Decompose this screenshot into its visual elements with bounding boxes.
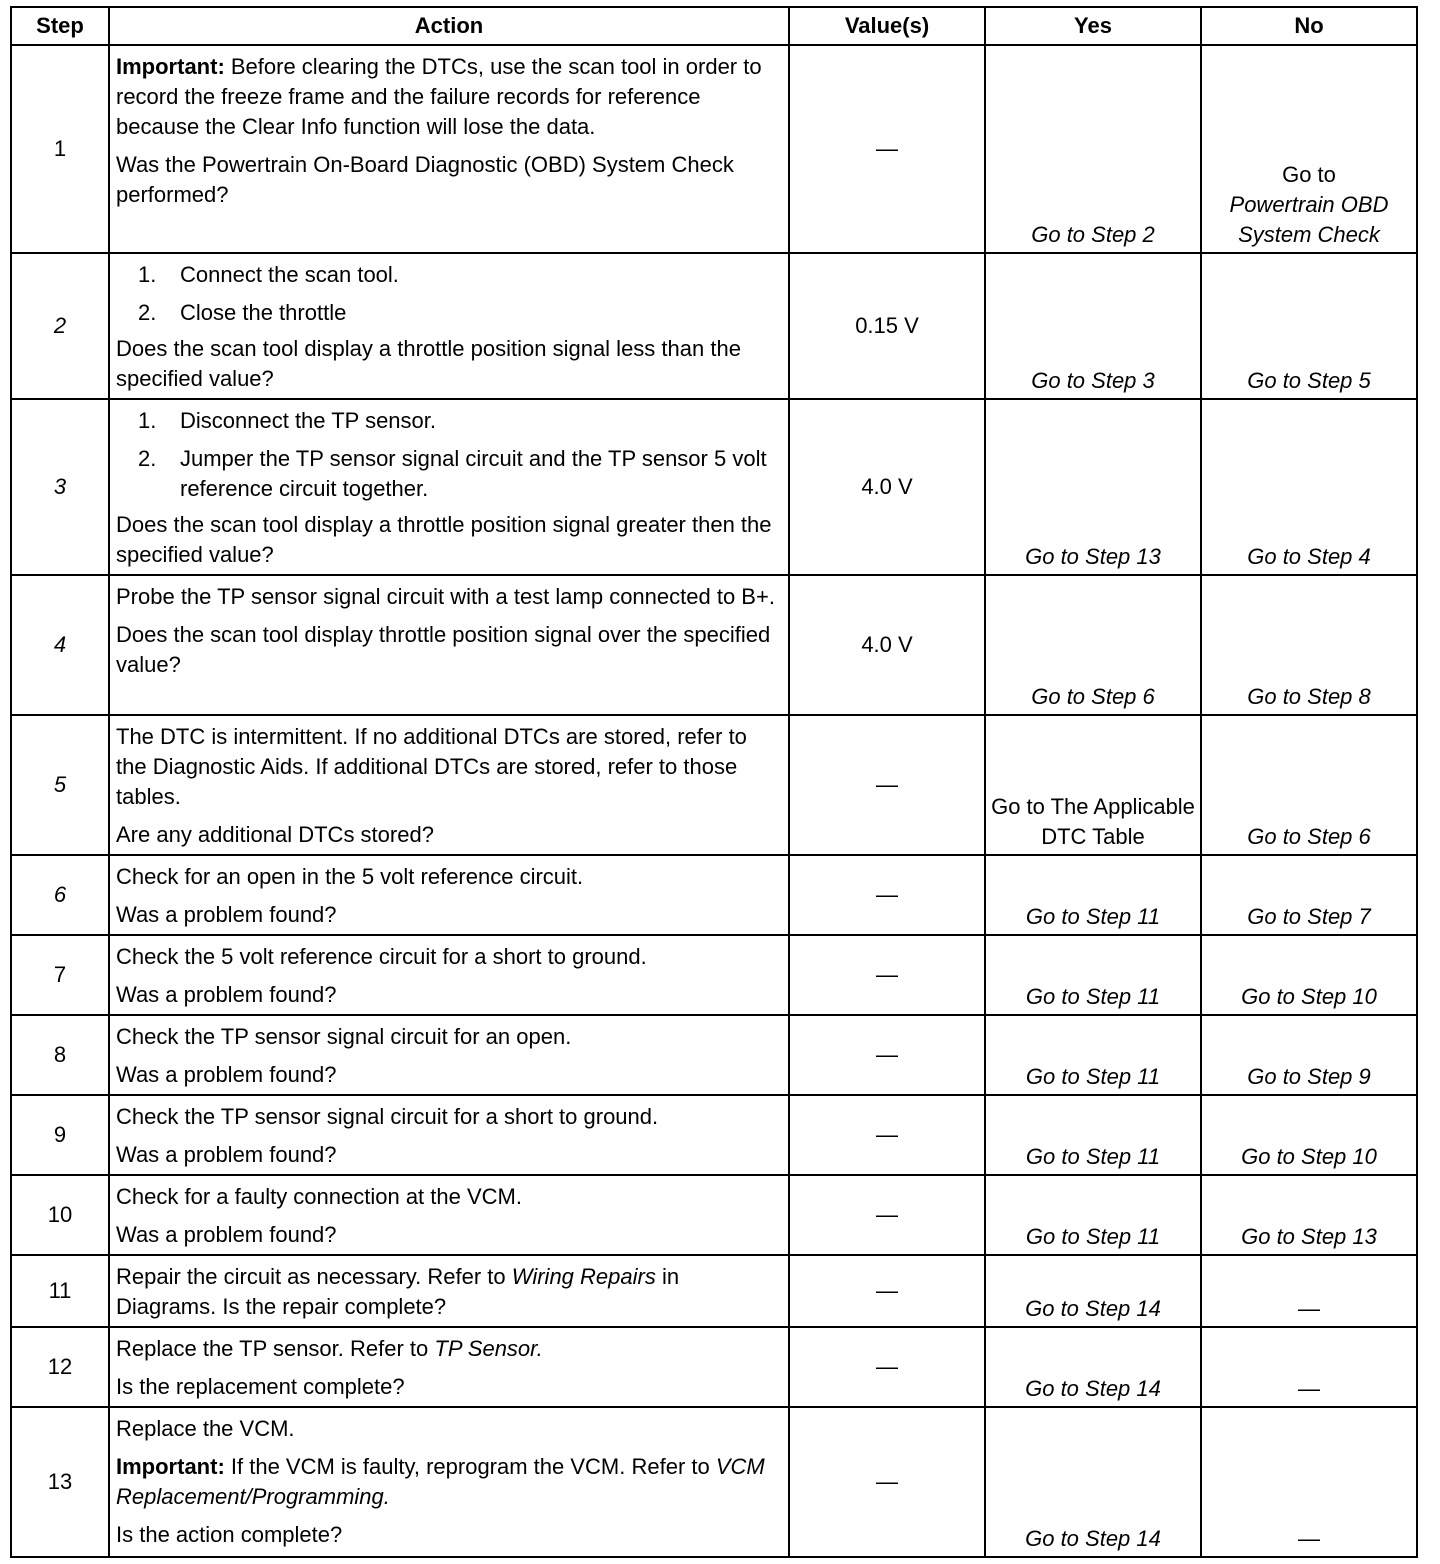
table-row xyxy=(11,399,1417,575)
step-number: 7 xyxy=(11,935,109,1015)
yes-cell: Go to Step 13 xyxy=(985,399,1201,575)
table-row xyxy=(11,575,1417,715)
header-action: Action xyxy=(109,7,789,45)
action-cell xyxy=(109,253,789,399)
important-label: Important: xyxy=(116,54,225,79)
action-question: Was the Powertrain On-Board Diagnostic (OBD) System Check performed? xyxy=(116,152,734,207)
action-text-body: Before clearing the DTCs, use the scan tool in order to record the freeze frame and the failure records for reference because the Clear Info function will lose the data. xyxy=(116,54,762,139)
yes-cell: Go to Step 14 xyxy=(985,1255,1201,1327)
action-text: Check the TP sensor signal circuit for an open. xyxy=(116,1024,572,1049)
table-row xyxy=(11,1015,1417,1095)
table-row xyxy=(11,1407,1417,1557)
no-cell: Go to Step 6 xyxy=(1201,715,1417,855)
no-cell xyxy=(1201,45,1417,253)
action-question: Does the scan tool display a throttle position signal less than the specified value? xyxy=(116,336,741,391)
no-cell: — xyxy=(1201,1407,1417,1557)
table-row xyxy=(11,1327,1417,1407)
action-cell xyxy=(109,575,789,715)
step-number: 4 xyxy=(11,575,109,715)
no-cell: Go to Step 5 xyxy=(1201,253,1417,399)
step-number: 12 xyxy=(11,1327,109,1407)
step-number: 1 xyxy=(11,45,109,253)
yes-cell: Go to Step 11 xyxy=(985,935,1201,1015)
action-question: Was a problem found? xyxy=(116,982,337,1007)
step-number: 11 xyxy=(11,1255,109,1327)
action-text: Probe the TP sensor signal circuit with a test lamp connected to B+. xyxy=(116,584,775,609)
action-question: Does the scan tool display throttle position signal over the specified value? xyxy=(116,622,771,677)
value-cell: — xyxy=(789,1327,985,1407)
action-question: Was a problem found? xyxy=(116,1222,337,1247)
table-row xyxy=(11,45,1417,253)
list-item-text: Disconnect the TP sensor. xyxy=(180,408,436,433)
yes-cell: Go to Step 6 xyxy=(985,575,1201,715)
important-label: Important: xyxy=(116,1454,225,1479)
no-cell: Go to Step 8 xyxy=(1201,575,1417,715)
action-question: Was a problem found? xyxy=(116,902,337,927)
no-cell: — xyxy=(1201,1327,1417,1407)
value-cell: — xyxy=(789,1407,985,1557)
action-text-part: in Diagrams. Is the repair complete? xyxy=(116,1264,680,1319)
header-no: No xyxy=(1201,7,1417,45)
list-item-text: Jumper the TP sensor signal circuit and the TP sensor 5 volt reference circuit together. xyxy=(180,446,767,501)
yes-cell: Go to Step 11 xyxy=(985,1015,1201,1095)
reference-link: TP Sensor. xyxy=(434,1336,543,1361)
yes-cell: Go to Step 3 xyxy=(985,253,1201,399)
action-cell xyxy=(109,45,789,253)
header-step: Step xyxy=(11,7,109,45)
action-text: Check for an open in the 5 volt reference circuit. xyxy=(116,864,584,889)
action-steps xyxy=(116,260,782,328)
table-row xyxy=(11,1255,1417,1327)
step-number: 8 xyxy=(11,1015,109,1095)
action-cell xyxy=(109,855,789,935)
action-cell xyxy=(109,935,789,1015)
step-number: 9 xyxy=(11,1095,109,1175)
table-row xyxy=(11,855,1417,935)
table-row xyxy=(11,253,1417,399)
diagnostic-table xyxy=(10,6,1418,1558)
action-text: Check the 5 volt reference circuit for a short to ground. xyxy=(116,944,647,969)
value-cell: 4.0 V xyxy=(789,575,985,715)
action-text xyxy=(116,1262,782,1322)
step-number: 5 xyxy=(11,715,109,855)
list-item-text: Close the throttle xyxy=(180,300,347,325)
action-cell xyxy=(109,1407,789,1557)
table-row xyxy=(11,1175,1417,1255)
step-number: 3 xyxy=(11,399,109,575)
table-row xyxy=(11,935,1417,1015)
no-cell: Go to Step 10 xyxy=(1201,935,1417,1015)
yes-cell: Go to Step 14 xyxy=(985,1327,1201,1407)
no-cell: Go to Step 7 xyxy=(1201,855,1417,935)
action-text: Replace the VCM. xyxy=(116,1416,295,1441)
yes-cell: Go to The Applicable DTC Table xyxy=(985,715,1201,855)
value-cell: — xyxy=(789,1095,985,1175)
yes-cell: Go to Step 11 xyxy=(985,1095,1201,1175)
header-row xyxy=(11,7,1417,45)
value-cell: — xyxy=(789,715,985,855)
action-question: Was a problem found? xyxy=(116,1142,337,1167)
action-question: Was a problem found? xyxy=(116,1062,337,1087)
no-cell: Go to Step 9 xyxy=(1201,1015,1417,1095)
action-cell xyxy=(109,1175,789,1255)
value-cell: — xyxy=(789,935,985,1015)
action-cell xyxy=(109,1095,789,1175)
list-item: 1. Disconnect the TP sensor. xyxy=(138,406,782,436)
header-value: Value(s) xyxy=(789,7,985,45)
action-text xyxy=(116,1334,782,1364)
list-item: 2. Close the throttle xyxy=(138,298,782,328)
value-cell: — xyxy=(789,1255,985,1327)
list-item: 2. Jumper the TP sensor signal circuit and the TP sensor 5 volt reference circuit together. xyxy=(138,444,782,504)
step-number: 2 xyxy=(11,253,109,399)
action-text-part: Replace the TP sensor. Refer to xyxy=(116,1336,435,1361)
action-cell xyxy=(109,1327,789,1407)
action-cell xyxy=(109,399,789,575)
no-cell: Go to Step 13 xyxy=(1201,1175,1417,1255)
action-steps xyxy=(116,406,782,504)
action-text: Check the TP sensor signal circuit for a short to ground. xyxy=(116,1104,659,1129)
action-note xyxy=(116,1452,782,1512)
action-question: Does the scan tool display a throttle position signal greater then the specified value? xyxy=(116,512,772,567)
yes-cell: Go to Step 14 xyxy=(985,1407,1201,1557)
value-cell: 4.0 V xyxy=(789,399,985,575)
action-question: Is the action complete? xyxy=(116,1522,343,1547)
action-text: Check for a faulty connection at the VCM. xyxy=(116,1184,522,1209)
action-question: Are any additional DTCs stored? xyxy=(116,822,434,847)
table-row xyxy=(11,715,1417,855)
value-cell: — xyxy=(789,1015,985,1095)
yes-cell: Go to Step 11 xyxy=(985,855,1201,935)
step-number: 6 xyxy=(11,855,109,935)
value-cell: — xyxy=(789,45,985,253)
no-go-to: Go to xyxy=(1282,162,1336,187)
reference-link: VCM Replacement/Programming. xyxy=(116,1454,765,1509)
list-item-text: Connect the scan tool. xyxy=(180,262,399,287)
no-link: Powertrain OBD System Check xyxy=(1229,192,1389,247)
reference-link: Wiring Repairs xyxy=(511,1264,656,1289)
action-cell xyxy=(109,715,789,855)
value-cell: — xyxy=(789,855,985,935)
yes-cell: Go to Step 2 xyxy=(985,45,1201,253)
action-text xyxy=(116,52,782,142)
step-number: 10 xyxy=(11,1175,109,1255)
action-cell xyxy=(109,1255,789,1327)
action-question: Is the replacement complete? xyxy=(116,1374,405,1399)
step-number: 13 xyxy=(11,1407,109,1557)
yes-cell: Go to Step 11 xyxy=(985,1175,1201,1255)
no-cell: Go to Step 10 xyxy=(1201,1095,1417,1175)
action-text-part: Repair the circuit as necessary. Refer to xyxy=(116,1264,512,1289)
list-item: 1. Connect the scan tool. xyxy=(138,260,782,290)
action-text: The DTC is intermittent. If no additional DTCs are stored, refer to the Diagnostic Aids. If additional DTCs are stored, refer to those tables. xyxy=(116,724,747,809)
value-cell: 0.15 V xyxy=(789,253,985,399)
table-row xyxy=(11,1095,1417,1175)
no-cell: — xyxy=(1201,1255,1417,1327)
value-cell: — xyxy=(789,1175,985,1255)
header-yes: Yes xyxy=(985,7,1201,45)
action-cell xyxy=(109,1015,789,1095)
no-cell: Go to Step 4 xyxy=(1201,399,1417,575)
action-text-part: If the VCM is faulty, reprogram the VCM. Refer to xyxy=(224,1454,716,1479)
